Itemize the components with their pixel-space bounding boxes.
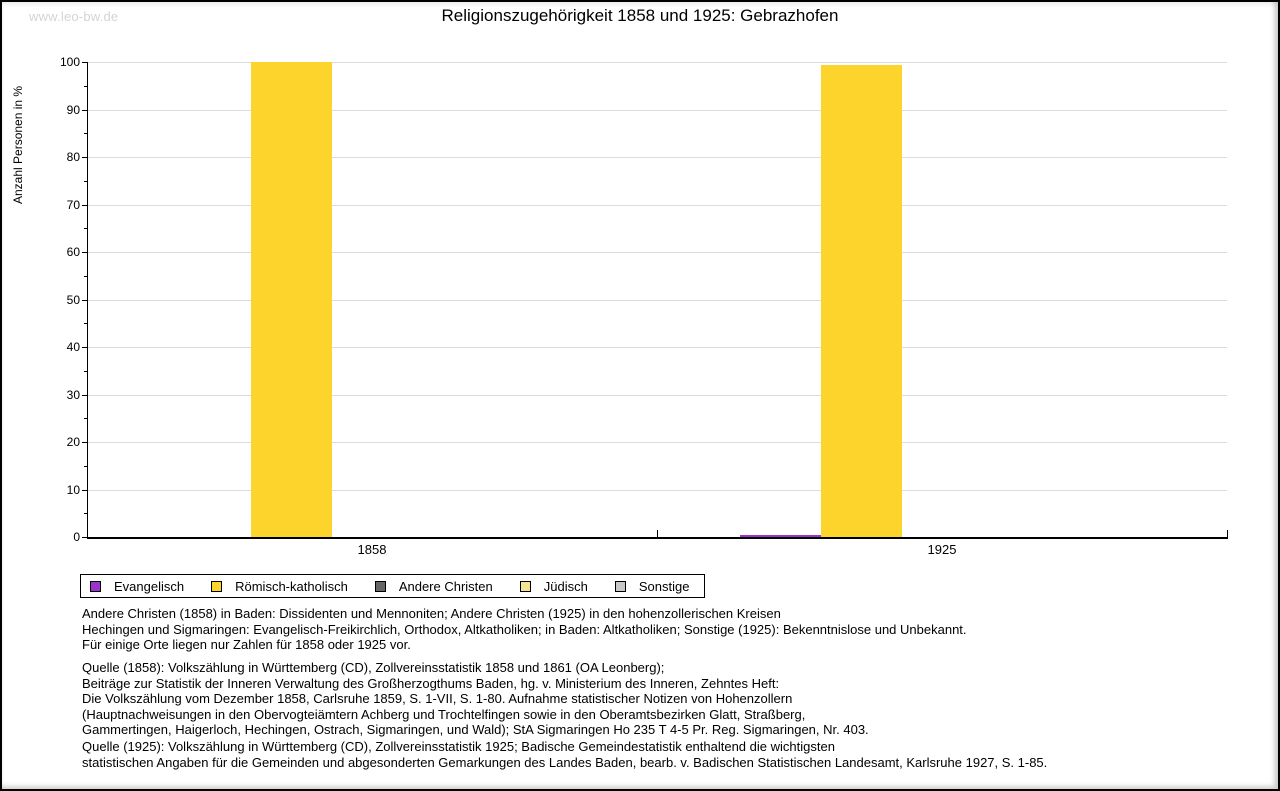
y-tick-label: 90 — [66, 102, 80, 117]
y-tick-label: 50 — [66, 292, 80, 307]
y-tick-label: 80 — [66, 150, 80, 164]
legend-label: Sonstige — [638, 578, 690, 594]
legend-label: Römisch-katholisch — [235, 578, 348, 594]
bar-r-misch-katholisch-1858 — [251, 62, 332, 537]
legend — [80, 574, 705, 598]
footnote-line: (Hauptnachweisungen in den Obervogteiämtern Achberg und Trochtelfingen sowie in den Oberamtsbezirken Glatt, Straßberg, — [82, 706, 806, 722]
footnote-line: Hechingen und Sigmaringen: Evangelisch-Freikirchlich, Orthodox, Altkatholiken; in Baden: Altkatholiken; Sonstige (1925): Bekenntnislose und Unbekannt. — [82, 621, 967, 637]
footnote-paragraph-2 — [82, 660, 1262, 738]
legend-swatch — [375, 581, 386, 592]
legend-swatch — [211, 581, 222, 592]
y-tick-label: 40 — [66, 340, 80, 354]
y-axis-title: Anzahl Personen in % — [11, 85, 25, 204]
legend-item-j-disch — [520, 579, 588, 594]
footnote-line: Die Volkszählung vom Dezember 1858, Carlsruhe 1859, S. 1-VII, S. 1-80. Aufnahme statistischer Notizen von Hohenzollern — [82, 691, 793, 706]
y-tick-label: 60 — [66, 245, 80, 259]
x-axis-line — [87, 537, 1228, 539]
legend-swatch — [615, 581, 626, 592]
site-watermark: www.leo-bw.de — [29, 9, 119, 24]
y-tick-label: 20 — [66, 435, 80, 449]
footnote-paragraph-1 — [82, 606, 1262, 653]
footnote-line: Für einige Orte liegen nur Zahlen für 1858 oder 1925 vor. — [82, 637, 411, 652]
y-tick-label: 100 — [59, 55, 80, 69]
legend-swatch — [520, 581, 531, 592]
y-tick-label: 70 — [66, 197, 80, 212]
footnote-line: Gammertingen, Haigerloch, Hechingen, Ostrach, Sigmaringen, und Wald); StA Sigmaringen Ho 235 T 4-5 Pr. Reg. Sigmaringen, Nr. 403. — [82, 722, 869, 737]
legend-label: Evangelisch — [114, 578, 185, 594]
legend-label: Jüdisch — [543, 578, 588, 594]
footnote-line: Quelle (1858): Volkszählung in Württemberg (CD), Zollvereinsstatistik 1858 und 1861 (OA Leonberg); — [82, 660, 665, 675]
legend-item-andere-christen — [375, 579, 493, 594]
legend-item-sonstige — [615, 579, 690, 594]
footnote-line: Quelle (1925): Volkszählung in Württemberg (CD), Zollvereinsstatistik 1925; Badische Gemeindestatistik enthaltend die wichtigsten — [82, 739, 835, 754]
x-boundary-tick — [1227, 530, 1228, 537]
bar-r-misch-katholisch-1925 — [821, 65, 902, 537]
legend-swatch — [90, 581, 101, 592]
y-tick-label: 0 — [73, 530, 80, 544]
x-tick-label: 1925 — [927, 542, 957, 557]
footnote-paragraph-3 — [82, 739, 1262, 770]
y-tick-label: 30 — [66, 387, 80, 402]
x-boundary-tick — [657, 530, 658, 537]
legend-item-evangelisch — [90, 579, 184, 594]
x-tick-label: 1858 — [357, 542, 387, 557]
legend-label: Andere Christen — [398, 578, 493, 594]
footnote-line: Andere Christen (1858) in Baden: Dissidenten und Mennoniten; Andere Christen (1925) in den hohenzollerischen Kreisen — [82, 606, 781, 621]
footnote-line: Beiträge zur Statistik der Inneren Verwaltung des Großherzogthums Baden, hg. v. Ministerium des Inneren, Zehntes Heft: — [82, 675, 780, 691]
y-axis-line — [87, 62, 88, 537]
legend-item-r-misch-katholisch — [211, 579, 348, 594]
footnote-line: statistischen Angaben für die Gemeinden und abgesonderten Gemarkungen des Landes Baden, bearb. v. Badischen Statistischen Landesamt, Karlsruhe 1927, S. 1-85. — [82, 754, 1048, 770]
chart-title: Religionszugehörigkeit 1858 und 1925: Gebrazhofen — [441, 6, 839, 25]
y-tick-label: 10 — [66, 482, 80, 497]
